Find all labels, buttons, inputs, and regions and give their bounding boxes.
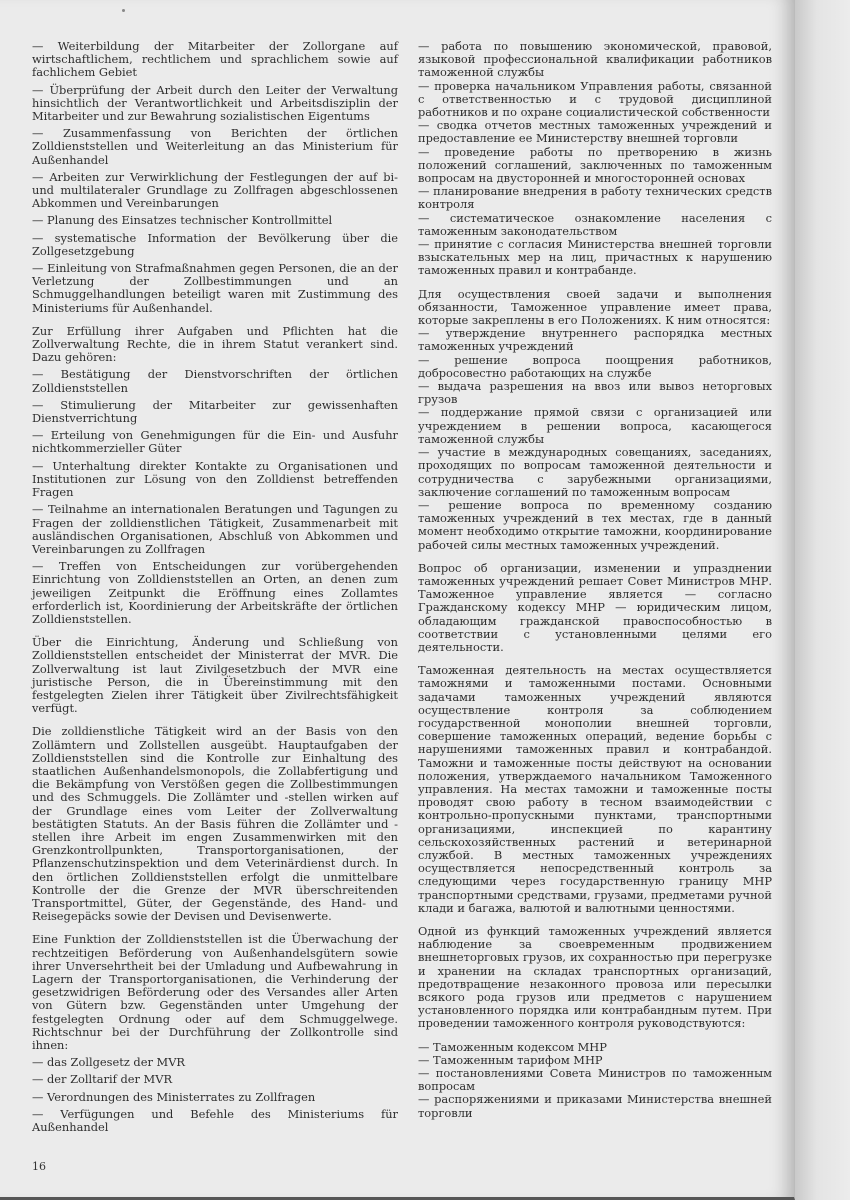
page-number: 16 bbox=[32, 1160, 46, 1174]
list-item: — сводка отчетов местных таможенных учреждений и предоставление ее Министерству внешней торговли bbox=[418, 118, 772, 146]
list-item: — участие в международных совещаниях, заседаниях, проходящих по вопросам таможенной деятельности и сотрудничества с зарубежными организациями, заключение соглашений по таможенным вопросам bbox=[418, 445, 772, 499]
list-item: — Verordnungen des Ministerrates zu Zollfragen bbox=[32, 1089, 316, 1104]
list-item: — Weiterbildung der Mitarbeiter der Zollorgane auf wirtschaftlichem, rechtlichem und sprachlichem sowie auf fachlichem Gebiet bbox=[32, 39, 398, 80]
list-item: — выдача разрешения на ввоз или вывоз неторговых грузов bbox=[418, 379, 772, 407]
german-text-column bbox=[32, 40, 398, 1138]
paragraph: Для осуществления своей задачи и выполнения обязанности, Таможенное управление имеет права, которые закреплены в его Положениях. К ним относятся: bbox=[418, 286, 772, 328]
list-item: — Zusammenfassung von Berichten der örtlichen Zolldienststellen und Weiterleitung an das Ministerium für Außenhandel bbox=[32, 126, 398, 167]
list-item: — Arbeiten zur Verwirklichung der Festlegungen der auf bi- und multilateraler Grundlage zu Zollfragen abgeschlossenen Abkommen und Vereinbarungen bbox=[32, 169, 398, 211]
paragraph: Одной из функций таможенных учреждений является наблюдение за своевременным продвижением внешнеторговых грузов, их сохранностью при перегрузке и хранении на складах транспортных организаций, предотвращение незаконного провоза или пересылки всякого рода грузов или предметов с нарушением установленного порядка или контрабандным путем. При проведении таможенного контроля руководствуются: bbox=[418, 924, 772, 1031]
scanner-background bbox=[795, 0, 850, 1200]
list-item: — решение вопроса по временному созданию таможенных учреждений в тех местах, где в данный момент необходимо открытие таможни, координирование рабочей силы местных таможенных учреждений. bbox=[418, 497, 772, 552]
list-item: — проверка начальником Управления работы, связанной с ответственностью и с трудовой дисциплиной работников и по охране социалистической собственности bbox=[418, 78, 772, 120]
russian-text-column bbox=[418, 40, 772, 1120]
list-item: — der Zolltarif der MVR bbox=[32, 1072, 173, 1087]
list-item: — Planung des Einsatzes technischer Kontrollmittel bbox=[32, 213, 333, 228]
paragraph: Таможенная деятельность на местах осуществляется таможнями и таможенными постами. Основными задачами таможенных учреждений являются осуществление контроля за соблюдением государственной монополии внешней торговли, совершение таможенных операций, ведение борьбы с нарушениями таможенных правил и контрабандой. Таможни и таможенные посты действуют на основании положения, утверждаемого начальником Таможенного управления. На местах таможни и таможенные посты проводят свою работу в тесном взаимодействии с контрольно-пропускными пунктами, транспортными организациями, инспекцией по карантину сельскохозяйственных растений и ветеринарной службой. В местных таможенных учреждениях осуществляется непосредственный контроль за следующими через государственную границу МНР транспортными средствами, грузами, предметами ручной клади и багажа, валютой и валютными ценностями. bbox=[418, 663, 772, 915]
list-item: — поддержание прямой связи с организацией или учреждением в решении вопроса, касающегося таможенной службы bbox=[418, 405, 772, 446]
paragraph: Zur Erfüllung ihrer Aufgaben und Pflichten hat die Zollverwaltung Rechte, die in ihrem Statut verankert sind. Dazu gehören: bbox=[32, 323, 398, 365]
list-item: — Teilnahme an internationalen Beratungen und Tagungen zu Fragen der zolldienstlichen Tätigkeit, Zusammenarbeit mit ausländischen Organisationen, Abschluß von Abkommen und Vereinbarungen zu Zollfragen bbox=[32, 502, 398, 556]
paragraph: Eine Funktion der Zolldienststellen ist die Überwachung der rechtzeitigen Beförderung von Außenhandelsgütern sowie ihrer Unversehrtheit bei der Umladung und Aufbewahrung in Lagern der Transportorganisationen, die Verhinderung der gesetzwidrigen Beförderung oder des Versandes aller Arten von Gütern bzw. Gegenständen unter Umgehung der festgelegten Ordnung oder auf dem Schmuggelwege. Richtschnur bei der Durchführung der Zollkontrolle sind ihnen: bbox=[32, 932, 398, 1053]
list-item: — планирование внедрения в работу технических средств контроля bbox=[418, 184, 772, 212]
list-item: — принятие с согласия Министерства внешней торговли взыскательных мер на лиц, причастных к нарушению таможенных правил и контрабанде. bbox=[418, 237, 772, 278]
list-item: — Überprüfung der Arbeit durch den Leiter der Verwaltung hinsichtlich der Verantwortlichkeit und Arbeitsdisziplin der Mitarbeiter und zur Bewahrung sozialistischen Eigentums bbox=[32, 82, 398, 124]
list-item: — распоряжениями и приказами Министерства внешней торговли bbox=[418, 1092, 772, 1120]
list-item: — Таможенным тарифом МНР bbox=[418, 1052, 603, 1067]
speck bbox=[122, 9, 125, 12]
list-item: — Treffen von Entscheidungen zur vorübergehenden Einrichtung von Zolldienststellen an Orten, an denen zum jeweiligen Zeitpunkt die Eröffnung eines Zollamtes erforderlich ist, Koordinierung der Arbeitskräfte der örtlichen Zolldienststellen. bbox=[32, 559, 398, 626]
list-item: — das Zollgesetz der MVR bbox=[32, 1055, 186, 1070]
list-item: — решение вопроса поощрения работников, добросовестно работающих на службе bbox=[418, 352, 772, 380]
list-item: — Erteilung von Genehmigungen für die Ein- und Ausfuhr nichtkommerzieller Güter bbox=[32, 428, 398, 456]
list-item: — Unterhaltung direkter Kontakte zu Organisationen und Institutionen zur Lösung von den Zolldienst betreffenden Fragen bbox=[32, 458, 398, 500]
list-item: — Таможенным кодексом МНР bbox=[418, 1039, 607, 1054]
paragraph: Die zolldienstliche Tätigkeit wird an der Basis von den Zollämtern und Zollstellen ausgeübt. Hauptaufgaben der Zolldienststellen sind die Kontrolle zur Einhaltung des staatlichen Außenhandelsmonopols, die Zollabfertigung und die Bekämpfung von Verstößen gegen die Zollbestimmungen und des Schmuggels. Die Zollämter und -stellen wirken auf der Grundlage eines vom Leiter der Zollverwaltung bestätigten Statuts. An der Basis führen die Zollämter und -stellen ihre Arbeit im engen Zusammenwirken mit den Grenzkontrollpunkten, Transportorganisationen, der Pflanzenschutzinspektion und dem Veterinärdienst durch. In den örtlichen Zolldienststellen erfolgt die unmittelbare Kontrolle der die Grenze der MVR überschreitenden Transportmittel, Güter, der Gegenstände, des Hand- und Reisegepäcks sowie der Devisen und Devisenwerte. bbox=[32, 724, 398, 924]
list-item: — проведение работы по претворению в жизнь положений соглашений, заключенных по таможенным вопросам на двусторонней и многосторонней основах bbox=[418, 144, 772, 186]
list-item: — систематическое ознакомление населения с таможенным законодательством bbox=[418, 210, 772, 238]
list-item: — Bestätigung der Dienstvorschriften der örtlichen Zolldienststellen bbox=[32, 367, 398, 395]
list-item: — работа по повышению экономической, правовой, языковой профессиональной квалификации работников таможенной службы bbox=[418, 39, 772, 80]
list-item: — Verfügungen und Befehle des Ministeriums für Außenhandel bbox=[32, 1106, 398, 1135]
two-column-body bbox=[0, 40, 794, 1138]
list-item: — Einleitung von Strafmaßnahmen gegen Personen, die an der Verletzung der Zollbestimmungen und an Schmuggelhandlungen beteiligt waren mit Zustimmung des Ministeriums für Außenhandel. bbox=[32, 261, 398, 315]
paragraph: Über die Einrichtung, Änderung und Schließung von Zolldienststellen entscheidet der Ministerrat der MVR. Die Zollverwaltung ist laut Zivilgesetzbuch der MVR eine juristische Person, die in Übereinstimmung mit den festgelegten Zielen ihrer Tätigkeit über Zivilrechtsfähigkeit verfügt. bbox=[32, 635, 398, 716]
list-item: — утверждение внутреннего распорядка местных таможенных учреждений bbox=[418, 326, 772, 354]
list-item: — постановлениями Совета Министров по таможенным вопросам bbox=[418, 1066, 772, 1094]
list-item: — systematische Information der Bevölkerung über die Zollgesetzgebung bbox=[32, 230, 398, 258]
list-item: — Stimulierung der Mitarbeiter zur gewissenhaften Dienstverrichtung bbox=[32, 397, 398, 426]
paragraph: Вопрос об организации, изменении и упразднении таможенных учреждений решает Совет Министров МНР. Таможенное управление является — согласно Гражданскому кодексу МНР — юридическим лицом, обладающим гражданской правоспособностью в соответствии с установленными целями его деятельности. bbox=[418, 560, 772, 654]
